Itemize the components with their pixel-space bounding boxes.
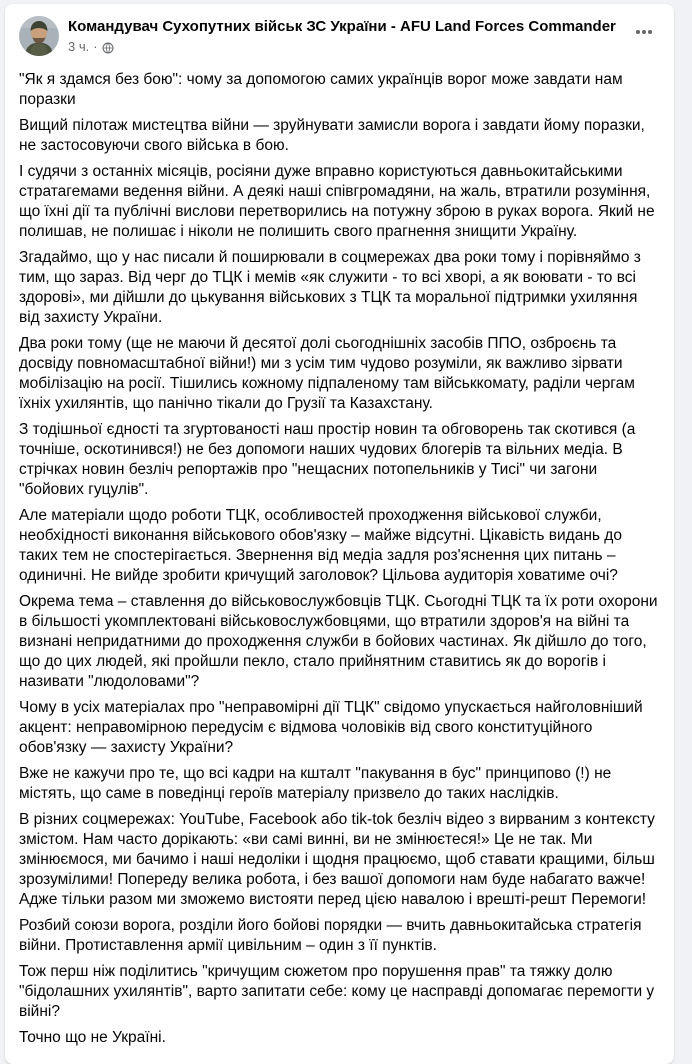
post-paragraph: Два роки тому (ще не маючи й десятої долі сьогоднішніх засобів ППО, озброєнь та досвіду повномасштабної війни!) ми з усім тим чудово розуміли, як важливо зірвати мобілізацію на росії. Тішились кожному підпаленому там військкомату, раділи чергам їхніх ухилянтів, що панічно тікали до Грузії та Казахстану.: [19, 335, 640, 412]
post-body-text: [5, 56, 674, 1064]
avatar-image: [19, 16, 59, 56]
post-paragraph: Розбий союзи ворога, розділи його бойові порядки — вчить давньокитайська стратегія війни. Протиставлення армії цивільним – один з її пунктів.: [19, 917, 646, 954]
post-paragraph: В різних соцмережах: YouTube, Facebook або tik-tok безліч відео з вирваним з контексту змістом. Нам часто дорікають: «ви самі винні, ви не змінюєтеся!» Це не так. Ми змінюємося, ми бачимо і наші недоліки і щодня працюємо, щоб ставати кращими, більш зрозумілими! Попереду велика робота, і без вашої допомоги нам буде набагато важче! Адже тільки разом ми зможемо вистояти перед цією навалою і врешті-решт Перемоги!: [19, 811, 660, 908]
post-paragraph: З тодішньої єдності та згуртованості наш простір новин та обговорень так скотився (а точніше, оскотинився!) не без допомоги наших чудових блогерів та вільних медіа. В стрічках новин безліч репортажів про "нещасних потопельників у Тисі" чи загони "бойових гуцулів".: [19, 421, 640, 498]
post-meta-row: [68, 39, 616, 55]
post-paragraph: Тож перш ніж поділитись "кричущим сюжетом про порушення прав" та тяжку долю "бідолашних ухилянтів", варто запитати себе: кому це насправді допомагає перемогти у війні?: [19, 963, 659, 1020]
post-paragraph: Вищий пілотаж мистецтва війни — зруйнувати замисли ворога і завдати йому поразки, не застосовуючи свого війська в бою.: [19, 117, 650, 154]
meta-separator: ·: [93, 39, 98, 54]
author-block: [68, 16, 616, 55]
post-header: [5, 4, 674, 56]
post-paragraph: Вже не кажучи про те, що всі кадри на кшталт "пакування в бус" принципово (!) не містять, що саме в поведінці героїв матеріалу призвело до таких наслідків.: [19, 765, 616, 802]
post-paragraph: Чому в усіх матеріалах про "неправомірні дії ТЦК" свідомо упускається найголовніший акцент: неправомірною передусім є відмова чоловіків від свого конституційного обов'язку — захисту України?: [19, 699, 647, 756]
post-paragraph: І судячи з останніх місяців, росіяни дуже вправно користуються давньокитайськими стратагемами ведення війни. А деякі наші співгромадяни, на жаль, втратили розуміння, що їхні дії та публічні вислови перетворились на потужну зброю в руках ворога. Який не полишав, не полишає і ніколи не полишить свого прагнення знищити Україну.: [19, 163, 659, 240]
post-paragraph: Точно що не Україні.: [19, 1029, 166, 1046]
post-paragraph: "Як я здамся без бою": чому за допомогою самих українців ворог може завдати нам поразки: [19, 71, 627, 108]
globe-icon: [102, 42, 114, 54]
timestamp[interactable]: 3 ч.: [68, 39, 90, 54]
avatar[interactable]: [19, 16, 59, 56]
facebook-post-card: [5, 4, 674, 1064]
post-paragraph: Але матеріали щодо роботи ТЦК, особливостей проходження військової служби, необхідності виконання військового обов'язку – майже відсутні. Цікавість видань до таких тем не спостерігається. Звернення від медіа задля роз'яснення цих питань – одиничні. Не вийде зробити кричущий заголовок? Цільова аудиторія ховатиме очі?: [19, 507, 627, 584]
ellipsis-icon: [634, 22, 654, 42]
author-name-link[interactable]: Командувач Сухопутних військ ЗС України - AFU Land Forces Commander: [68, 18, 616, 35]
post-paragraph: Окрема тема – ставлення до військовослужбовців ТЦК. Сьогодні ТЦК та їх роти охорони в більшості укомплектовані військовослужбовцями, що втратили здоров'я на війні та визнані непридатними до проходження служби в бойових частинах. Як дійшло до того, що до цих людей, які пройшли пекло, стало прийнятним ставитись як до ворогів і називати "людоловами"?: [19, 593, 662, 690]
post-paragraph: Згадаймо, що у нас писали й поширювали в соцмережах два роки тому і порівняймо з тим, що зараз. Від черг до ТЦК і мемів «як служити - то всі хворі, а як воювати - то всі здорові», ми дійшли до цькування військових з ТЦК та моральної підтримки ухиляння від захисту України.: [19, 249, 646, 326]
post-options-button[interactable]: [628, 16, 660, 48]
